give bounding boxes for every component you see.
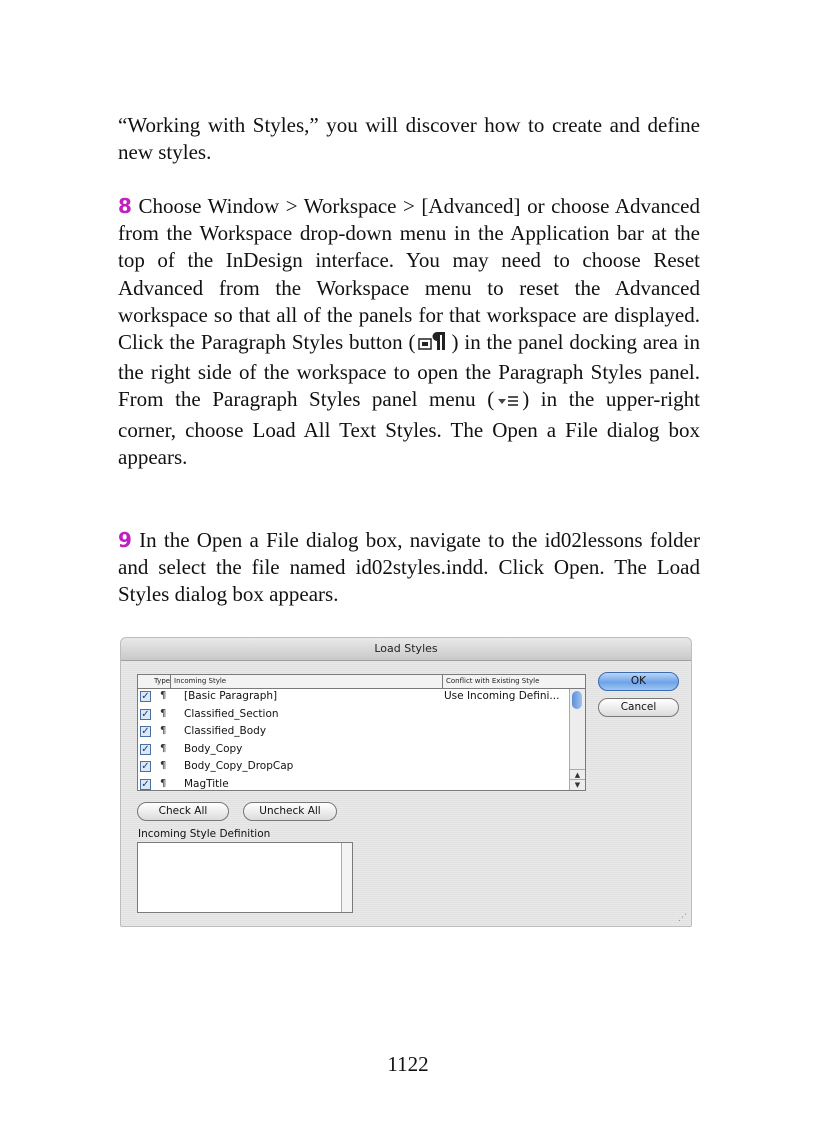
styles-list <box>137 674 586 791</box>
style-name: MagTitle <box>184 777 229 790</box>
scroll-up-arrow-icon[interactable]: ▲ <box>570 769 585 780</box>
panel-menu-icon <box>496 389 520 416</box>
load-styles-dialog <box>120 637 692 927</box>
style-name: Body_Copy_DropCap <box>184 760 294 772</box>
paragraph-type-icon: ¶ <box>160 690 167 701</box>
list-scrollbar[interactable] <box>569 689 585 790</box>
step-8-text-a: Choose Window > Workspace > [Advanced] or choose Advanced from the Workspace drop-down menu in the Application bar at the top of the InDesign interface. You may need to choose Reset Advanced from the Workspace menu to reset the Advanced workspace so that all of the panels for that workspace are displayed. Click the Paragraph Styles button ( <box>118 194 700 355</box>
style-name: Classified_Body <box>184 725 267 737</box>
cancel-button[interactable]: Cancel <box>598 698 679 717</box>
column-header-type[interactable]: Type <box>154 677 171 685</box>
step-8-text-c: ) in the upper-right corner, choose Load All Text Styles. The Open a File dialog box appears. <box>118 387 700 469</box>
paragraph-type-icon: ¶ <box>160 707 167 719</box>
style-name: Classified_Section <box>184 707 279 720</box>
paragraph-styles-icon <box>418 330 450 359</box>
paragraph-step-8 <box>118 193 700 471</box>
resize-grip-icon[interactable]: ⋰ <box>678 913 687 923</box>
paragraph-type-icon: ¶ <box>160 760 167 771</box>
paragraph-type-icon: ¶ <box>160 777 167 789</box>
paragraph-intro: “Working with Styles,” you will discover how to create and define new styles. <box>118 113 700 165</box>
dialog-title: Load Styles <box>121 638 691 661</box>
style-name: [Basic Paragraph] <box>184 690 278 702</box>
style-checkbox[interactable]: ✓ <box>141 778 150 790</box>
ok-button[interactable]: OK <box>598 672 679 691</box>
column-header-conflict[interactable]: Conflict with Existing Style <box>446 677 540 685</box>
definition-scrollbar[interactable] <box>341 843 352 912</box>
paragraph-type-icon: ¶ <box>160 742 167 754</box>
paragraph-step-9 <box>118 527 700 609</box>
page-number: 1122 <box>387 1052 429 1076</box>
list-header <box>138 675 585 689</box>
style-row[interactable] <box>138 707 585 725</box>
step-number-9: 9 <box>118 528 132 552</box>
style-row[interactable] <box>138 724 585 742</box>
style-row[interactable] <box>138 742 585 760</box>
style-name: Body_Copy <box>184 742 243 755</box>
incoming-style-definition-label: Incoming Style Definition <box>138 828 271 840</box>
style-checkbox[interactable]: ✓ <box>141 726 150 737</box>
style-checkbox[interactable]: ✓ <box>141 708 150 720</box>
uncheck-all-button[interactable]: Uncheck All <box>243 802 337 821</box>
step-9-text: In the Open a File dialog box, navigate to the id02lessons folder and select the file named id02styles.indd. Click Open. The Load Styles dialog box appears. <box>118 528 700 607</box>
style-rows <box>138 689 585 791</box>
style-row[interactable] <box>138 759 585 777</box>
style-row[interactable] <box>138 689 585 707</box>
column-header-incoming-style[interactable]: Incoming Style <box>174 677 227 685</box>
step-number-8: 8 <box>118 194 132 218</box>
scrollbar-thumb[interactable] <box>572 691 582 709</box>
check-all-button[interactable]: Check All <box>137 802 229 821</box>
scroll-down-arrow-icon[interactable]: ▼ <box>570 779 585 790</box>
style-checkbox[interactable]: ✓ <box>141 691 150 702</box>
paragraph-type-icon: ¶ <box>160 725 167 736</box>
incoming-style-definition-box[interactable] <box>137 842 353 913</box>
style-row[interactable] <box>138 777 585 792</box>
step-8-text-b: ) in the panel docking area in the right side of the workspace to open the Paragraph Styles panel. From the Paragraph Styles panel menu ( <box>118 330 700 412</box>
conflict-value[interactable]: Use Incoming Defini... <box>444 690 560 702</box>
style-checkbox[interactable]: ✓ <box>141 761 150 772</box>
style-checkbox[interactable]: ✓ <box>141 743 150 755</box>
